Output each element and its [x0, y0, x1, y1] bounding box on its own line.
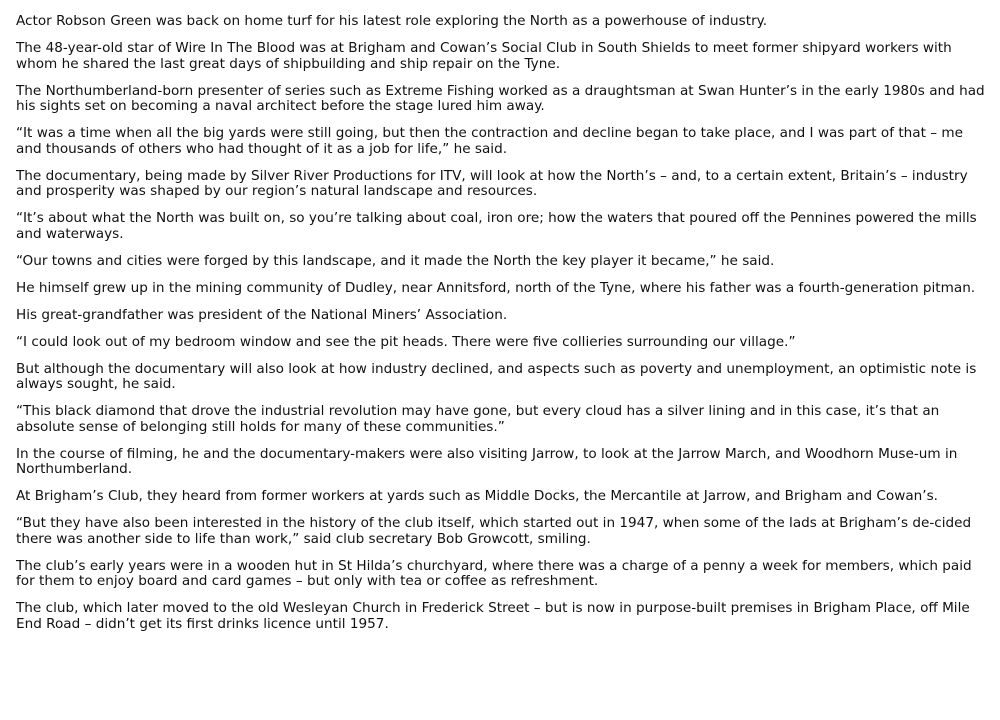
paragraph-8: He himself grew up in the mining community of Dudley, near Annitsford, north of the Tyne, where his father was a fourth-generation pitman.	[16, 279, 976, 296]
paragraph-16: The club’s early years were in a wooden hut in St Hilda’s churchyard, where there was a charge of a penny a week for members, which paid for them to enjoy board and card games – but only with tea or coffee as refreshment.	[16, 557, 972, 589]
paragraph-13: In the course of filming, he and the documentary-makers were also visiting Jarrow, to look at the Jarrow March, and Woodhorn Muse-um in Northumberland.	[16, 445, 958, 477]
paragraph-15: “But they have also been interested in the history of the club itself, which started out in 1947, when some of the lads at Brigham’s de-cided there was another side to life than work,” said club secretary Bob Growcott, smiling.	[16, 515, 972, 547]
paragraph-9: His great-grandfather was president of the National Miners’ Association.	[16, 306, 508, 323]
paragraph-5: The documentary, being made by Silver River Productions for ITV, will look at how the North’s – and, to a certain extent, Britain’s – industry and prosperity was shaped by our region’s natural landscape and resources.	[16, 167, 968, 199]
paragraph-6: “It’s about what the North was built on, so you’re talking about coal, iron ore; how the waters that poured off the Pennines powered the mills and waterways.	[16, 210, 977, 242]
paragraph-11: But although the documentary will also look at how industry declined, and aspects such as poverty and unemployment, an optimistic note is always sought, he said.	[16, 360, 977, 392]
paragraph-12: “This black diamond that drove the industrial revolution may have gone, but every cloud has a silver lining and in this case, it’s that an absolute sense of belonging still holds for many of these communities.”	[16, 403, 940, 435]
paragraph-7: “Our towns and cities were forged by this landscape, and it made the North the key player it became,” he said.	[16, 252, 775, 269]
paragraph-4: “It was a time when all the big yards were still going, but then the contraction and decline began to take place, and I was part of that – me and thousands of others who had thought of it as a job for life,” he said.	[16, 125, 963, 157]
paragraph-10: “I could look out of my bedroom window and see the pit heads. There were five collieries surrounding our village.”	[16, 333, 796, 350]
paragraph-14: At Brigham’s Club, they heard from former workers at yards such as Middle Docks, the Mercantile at Jarrow, and Brigham and Cowan’s.	[16, 488, 938, 504]
paragraph-1: Actor Robson Green was back on home turf for his latest role exploring the North as a powerhouse of industry.	[16, 13, 768, 29]
paragraph-3: The Northumberland-born presenter of series such as Extreme Fishing worked as a draughtsman at Swan Hunter’s in the early 1980s and had his sights set on becoming a naval architect before the stage lured him away.	[16, 82, 985, 114]
paragraph-2: The 48-year-old star of Wire In The Blood was at Brigham and Cowan’s Social Club in South Shields to meet former shipyard workers with whom he shared the last great days of shipbuilding and ship repair on the Tyne.	[16, 40, 952, 72]
article-body	[16, 14, 991, 644]
paragraph-17: The club, which later moved to the old Wesleyan Church in Frederick Street – but is now in purpose-built premises in Brigham Place, off Mile End Road – didn’t get its first drinks licence until 1957.	[16, 600, 970, 632]
